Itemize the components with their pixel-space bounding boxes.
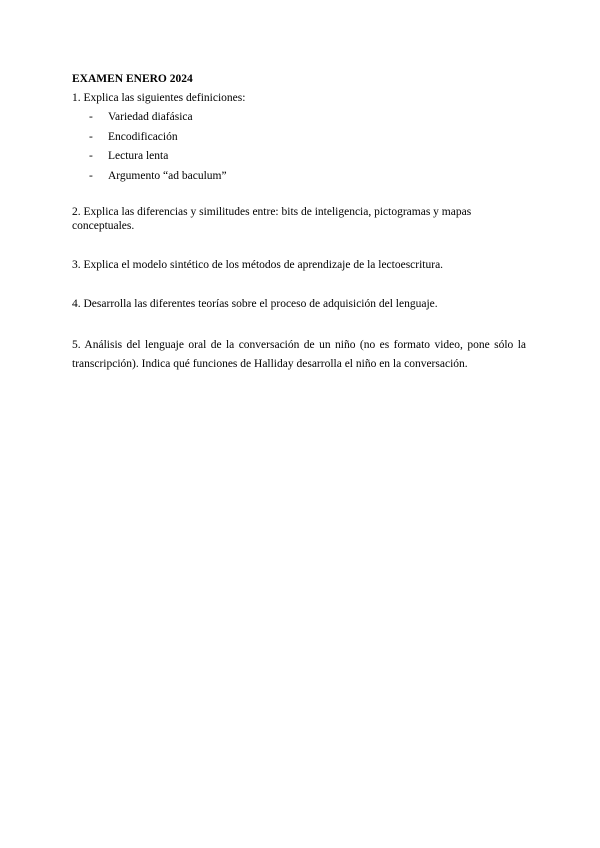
exam-page bbox=[72, 72, 526, 374]
question-5: 5. Análisis del lenguaje oral de la conversación de un niño (no es formato video, pone sólo la transcripción). Indica qué funciones de Halliday desarrolla el niño en la conversación. bbox=[72, 339, 526, 370]
exam-title: EXAMEN ENERO 2024 bbox=[72, 73, 193, 85]
bullet-dash: - bbox=[89, 130, 93, 143]
definition-item: Argumento “ad baculum” bbox=[108, 169, 227, 182]
list-item bbox=[72, 110, 526, 130]
question-3: 3. Explica el modelo sintético de los métodos de aprendizaje de la lectoescritura. bbox=[72, 259, 444, 271]
bullet-dash: - bbox=[89, 111, 93, 123]
list-item bbox=[72, 130, 526, 150]
question-2: 2. Explica las diferencias y similitudes entre: bits de inteligencia, pictogramas y mapas conceptuales. bbox=[72, 206, 472, 232]
bullet-dash: - bbox=[89, 150, 93, 162]
list-item bbox=[72, 169, 526, 189]
definition-item: Encodificación bbox=[108, 130, 178, 143]
question-4: 4. Desarrolla las diferentes teorías sobre el proceso de adquisición del lenguaje. bbox=[72, 298, 438, 310]
question-1: 1. Explica las siguientes definiciones: bbox=[72, 92, 246, 104]
bullet-dash: - bbox=[89, 169, 93, 182]
definition-item: Variedad diafásica bbox=[108, 111, 193, 123]
definition-item: Lectura lenta bbox=[108, 150, 169, 162]
definitions-list bbox=[72, 110, 526, 188]
list-item bbox=[72, 149, 526, 169]
